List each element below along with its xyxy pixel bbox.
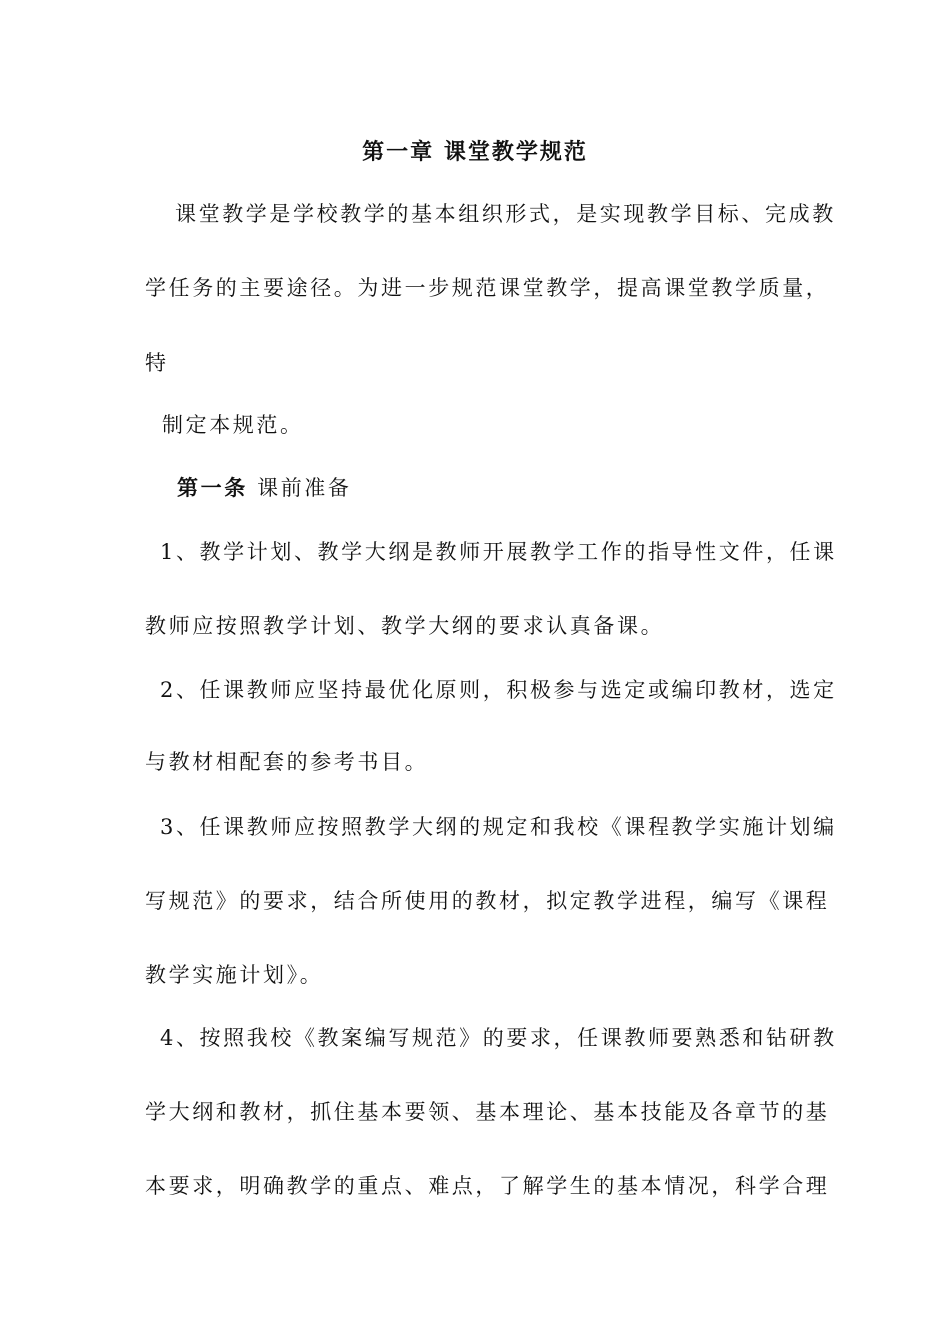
item-2-line-2: 与教材相配套的参考书目。 — [145, 750, 429, 774]
item-4-line-3: 本要求，明确教学的重点、难点，了解学生的基本情况，科学合理 — [145, 1174, 830, 1198]
article-title: 课前准备 — [257, 476, 352, 500]
item-3-line-3: 教学实施计划》。 — [145, 963, 324, 987]
item-3-line-1: 3、任课教师应按照教学大纲的规定和我校《课程教学实施计划编 — [160, 815, 837, 839]
article-label: 第一条 — [177, 475, 248, 500]
intro-line-4: 制定本规范。 — [162, 413, 304, 437]
item-1-line-2: 教师应按照教学计划、教学大纲的要求认真备课。 — [145, 614, 665, 638]
article-heading — [177, 474, 352, 502]
item-1-line-1: 1、教学计划、教学大纲是教师开展教学工作的指导性文件，任课 — [160, 540, 837, 564]
item-4-line-2: 学大纲和教材，抓住基本要领、基本理论、基本技能及各章节的基 — [145, 1100, 830, 1124]
chapter-number: 第一章 — [362, 139, 435, 165]
intro-line-2: 学任务的主要途径。为进一步规范课堂教学，提高课堂教学质量， — [145, 276, 830, 300]
chapter-heading: 课堂教学规范 — [443, 139, 588, 165]
item-2-line-1: 2、任课教师应坚持最优化原则，积极参与选定或编印教材，选定 — [160, 678, 837, 702]
item-3-line-2: 写规范》的要求，结合所使用的教材，拟定教学进程，编写《课程 — [145, 889, 830, 913]
intro-line-3: 特 — [145, 351, 169, 375]
chapter-title — [0, 137, 950, 167]
intro-line-1: 课堂教学是学校教学的基本组织形式，是实现教学目标、完成教 — [175, 202, 836, 226]
item-4-line-1: 4、按照我校《教案编写规范》的要求，任课教师要熟悉和钻研教 — [160, 1026, 837, 1050]
